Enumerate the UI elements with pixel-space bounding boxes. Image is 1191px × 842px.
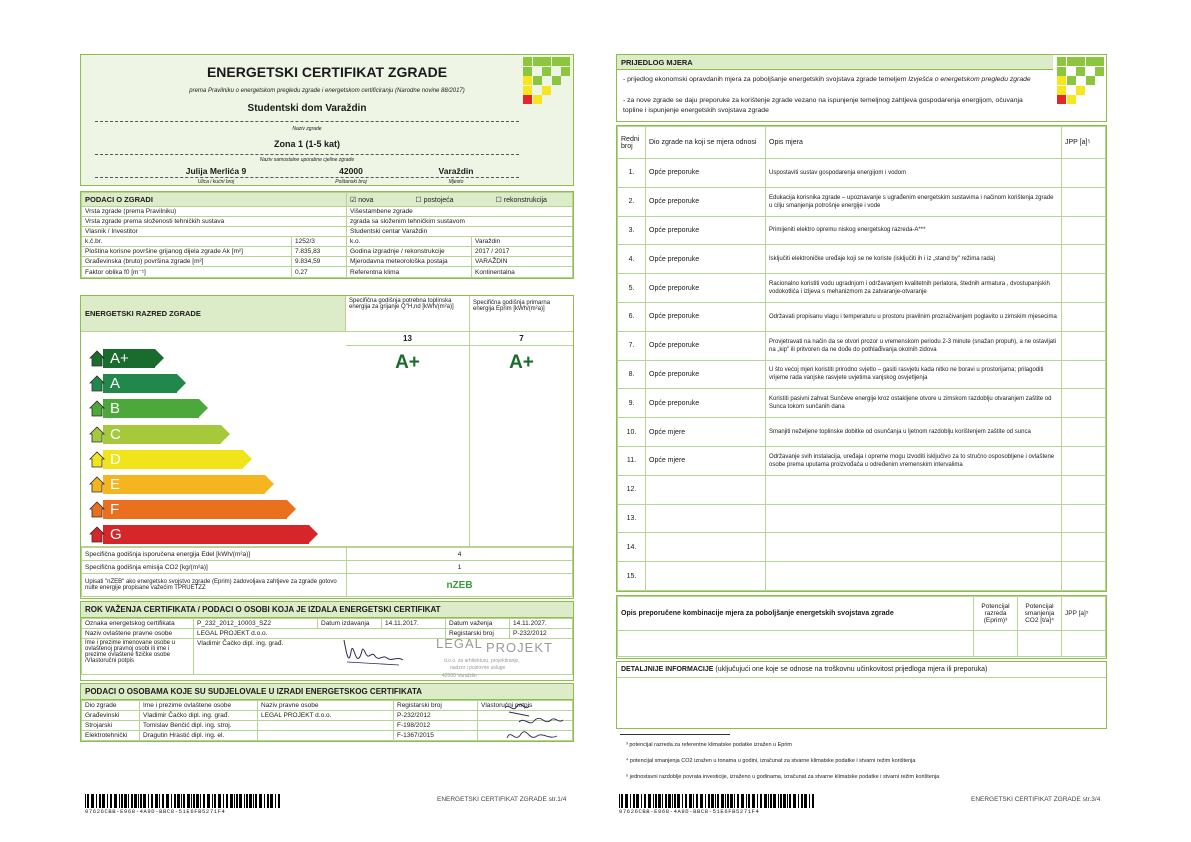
table-row: [618, 418, 1106, 447]
energy-class-label: F: [110, 501, 120, 519]
combination-label: Opis preporučene kombinacije mjera za poboljšanje energetskih svojstava zgrade: [618, 597, 974, 631]
measure-number: 15.: [618, 562, 646, 591]
measure-number: 1.: [618, 159, 646, 188]
company-value: LEGAL PROJEKT d.o.o.: [194, 629, 446, 639]
logo-square: [1057, 86, 1066, 95]
measure-number: 4.: [618, 245, 646, 274]
table-row: [618, 245, 1106, 274]
heating-demand-class: A+: [395, 352, 420, 373]
logo-square: [523, 57, 532, 66]
owner-value: Studentski centar Varaždin: [347, 227, 573, 237]
logo-square: [523, 76, 532, 85]
measure-payback: [1062, 418, 1106, 447]
co2-emission-label: Specifična godišnja emisija CO2 [kg/(m²a)]: [82, 561, 347, 574]
col-number: Redni broj: [618, 127, 646, 159]
company-stamp: LEGAL PROJEKT d.o.o. za arhitekturu, projektiranje, nadzor i poslovne usluge 42000 Varaždin: [436, 636, 553, 679]
barcode-text: 07626CBB-E968-4A9D-BBC8-51E6FB5271F4: [619, 808, 760, 815]
energy-class-arrow: [89, 500, 297, 519]
logo-square: [533, 76, 542, 85]
certificate-subtitle: prema Pravilniku o energetskom pregledu zgrade i energetskom certificiranju (Narodne novine 88/2017): [189, 88, 465, 94]
measure-description: Održavanje svih instalacija, uređaja i opreme mogu izvoditi isključivo za to stručno osposobljene i ovlaštene osobe prema uputama proizvođača u određenim vremenskim intervalima: [766, 446, 1062, 475]
table-row: [618, 274, 1106, 303]
participant-signatures: [499, 698, 569, 748]
postcode-caption: Poštanski broj: [335, 179, 367, 185]
energy-logo-checker: [523, 57, 571, 107]
logo-square: [1076, 57, 1085, 66]
measure-payback: [1062, 187, 1106, 216]
title-box: [80, 54, 574, 186]
logo-square: [1057, 67, 1066, 76]
measure-building-part: [646, 562, 766, 591]
valid-until-label: Datum važenja: [446, 619, 510, 629]
logo-square: [1067, 76, 1076, 85]
detail-info-section: [616, 661, 1107, 729]
year-value: 2017 / 2017: [472, 247, 573, 257]
logo-square: [561, 67, 570, 76]
measure-payback: [1062, 274, 1106, 303]
table-row: [618, 446, 1106, 475]
person-value: Vladimir Čačko dipl. ing. građ.: [197, 640, 284, 647]
building-complexity-label: Vrsta zgrade prema složenosti tehničkih sustava: [82, 217, 347, 227]
col-building-part: Dio zgrade na koji se mjera odnosi: [646, 127, 766, 159]
measure-description: Koristiti pasivni zahvat Sunčeve energije kroz ostakljene otvore u zimskom razdoblju otvaranjem zaštite od Sunca tokom sunčanih dana: [766, 389, 1062, 418]
table-row: Građevinski Vladimir Čačko dipl. ing. građ. LEGAL PROJEKT d.o.o. P-232/2012: [82, 711, 573, 721]
logo-square: [1067, 57, 1076, 66]
table-row: [618, 302, 1106, 331]
measure-number: 6.: [618, 302, 646, 331]
shape-factor-label: Faktor oblika f0 [m⁻¹]: [82, 267, 292, 278]
measure-description: Edukacija korisnika zgrade – upoznavanje s ugrađenim energetskim sustavima i načinom korištenja zgrade u cilju smanjenja potrošnje energije i vode: [766, 187, 1062, 216]
measure-payback: [1062, 245, 1106, 274]
barcode-text: 07626CBB-E968-4A9D-BBC8-51E6FB5271F4: [85, 808, 226, 815]
city: Varaždin: [438, 166, 474, 176]
page-footer: ENERGETSKI CERTIFIKAT ZGRADE str.3/4: [971, 796, 1101, 803]
ko-value: Varaždin: [472, 237, 573, 247]
proposal-header: PRIJEDLOG MJERA: [617, 55, 1053, 70]
delivered-energy-value: 4: [347, 548, 573, 561]
logo-square: [523, 95, 532, 104]
primary-energy-value: 7: [470, 332, 573, 346]
col-person: Ime i prezime ovlaštene osobe: [140, 701, 258, 711]
measure-payback: [1062, 504, 1106, 533]
measure-building-part: Opće preporuke: [646, 302, 766, 331]
measure-building-part: Opće mjere: [646, 418, 766, 447]
col-registry: Registarski broj: [394, 701, 478, 711]
energy-class-label: E: [110, 476, 121, 493]
gross-area-value: 9.834,59: [292, 257, 347, 267]
area-value: 7.835,83: [292, 247, 347, 257]
valid-until-value: 14.11.2027.: [510, 619, 573, 629]
measure-number: 13.: [618, 504, 646, 533]
house-icon: [89, 476, 105, 493]
cert-mark-label: Oznaka energetskog certifikata: [82, 619, 194, 629]
station-value: VARAŽDIN: [472, 257, 573, 267]
building-data-header: PODACI O ZGRADI: [82, 193, 347, 207]
energy-class-label: A+: [110, 350, 129, 367]
co2-emission-value: 1: [347, 561, 573, 574]
certificate-title: ENERGETSKI CERTIFIKAT ZGRADE: [206, 64, 448, 80]
measure-payback: [1062, 302, 1106, 331]
energy-class-label: G: [110, 526, 122, 544]
energy-class-arrow: [89, 349, 165, 368]
persons-header: PODACI O OSOBAMA KOJE SU SUDJELOVALE U IZRADI ENERGETSKOG CERTIFIKATA: [81, 684, 573, 700]
building-data-section: [80, 191, 574, 279]
logo-square: [1095, 57, 1104, 66]
company-label: Naziv ovlaštene pravne osobe: [82, 629, 194, 639]
measure-payback: [1062, 446, 1106, 475]
issuer-signature: [339, 632, 409, 672]
logo-square: [1057, 76, 1066, 85]
measure-description: Primijeniti elektro opremu niskog energetskog razreda-A***: [766, 216, 1062, 245]
measure-description: Provjetravati na način da se otvori prozor u vremenskom periodu 2-3 minute (snažan propuh), a ne ostavljati na „kip" ili pritvoren da ne dođe do pothlađivanja okolnih zidova: [766, 331, 1062, 360]
combo-payback-header: JPP [a]⁵: [1062, 597, 1106, 631]
table-row: [618, 504, 1106, 533]
measure-description: Racionalno koristiti vodu ugradnjom i održavanjem kvalitetnih perlatora, štednih armatura , dvostupanjskih vodokotlića i izljeva s mehanizmom za zatvaranje-otvaranje: [766, 274, 1062, 303]
energy-logo-checker: [1057, 57, 1105, 107]
measure-payback: [1062, 216, 1106, 245]
table-row: [618, 187, 1106, 216]
table-row: [618, 389, 1106, 418]
building-name: Studentski dom Varaždin: [247, 103, 367, 114]
measure-description: [766, 533, 1062, 562]
nzeb-value: nZEB: [347, 574, 573, 597]
logo-square: [1076, 67, 1085, 76]
measure-payback: [1062, 159, 1106, 188]
measure-building-part: Opće preporuke: [646, 216, 766, 245]
logo-square: [523, 86, 532, 95]
measure-description: Smanjiti neželjene toplinske dobitke od osunčanja u ljetnom razdoblju korištenjem zaštite od sunca: [766, 418, 1062, 447]
logo-square: [1057, 57, 1066, 66]
energy-class-arrow: [89, 450, 253, 469]
energy-class-arrow: [89, 525, 319, 544]
proposal-intro-section: [616, 54, 1107, 122]
table-row: Strojarski Tomislav Benčić dipl. ing. stroj. F-198/2012: [82, 721, 573, 731]
measure-description: Isključiti elektroničke uređaje koji se ne koriste (isključiti ih i iz „stand by" režima rada): [766, 245, 1062, 274]
logo-square: [542, 67, 551, 76]
logo-square: [542, 86, 551, 95]
persons-section: [80, 683, 574, 742]
heating-demand-value: 13: [346, 332, 470, 346]
potential-class-header: Potencijal razreda (Eprim)³: [974, 597, 1018, 631]
house-icon: [89, 400, 105, 417]
measure-building-part: [646, 475, 766, 504]
climate-value: Kontinentalna: [472, 267, 573, 278]
energy-class-label: B: [110, 400, 121, 418]
table-row: [618, 360, 1106, 389]
measure-number: 7.: [618, 331, 646, 360]
nzeb-label: Upisati "nZEB" ako energetsko svojstvo zgrade (Eprim) zadovoljava zahtjeve za zgrade gotovo nulte energije propisane važećim TPRUETZZ: [82, 574, 347, 597]
energy-class-header: ENERGETSKI RAZRED ZGRADE: [85, 309, 201, 318]
measure-building-part: Opće preporuke: [646, 274, 766, 303]
table-row: [618, 331, 1106, 360]
table-row: [618, 159, 1106, 188]
energy-class-arrow: [89, 374, 187, 393]
measure-description: U što većoj mjeri koristiti prirodno svjetlo – gasiti rasvjetu kada nitko ne boravi u prostorijama; prilagoditi vrijeme rada vanjske rasvjete uvjetima vanjskog osvjetljenja: [766, 360, 1062, 389]
house-icon: [89, 501, 105, 518]
validity-header: ROK VAŽENJA CERTIFIKATA / PODACI O OSOBI KOJA JE IZDALA ENERGETSKI CERTIFIKAT: [81, 602, 573, 618]
building-type-value: Višestambene zgrade: [347, 207, 573, 217]
col-part: Dio zgrade: [82, 701, 140, 711]
registry-value: P-232/2012: [510, 629, 573, 639]
measure-description: [766, 475, 1062, 504]
table-row: [618, 533, 1106, 562]
station-label: Mjerodavna meteorološka postaja: [347, 257, 472, 267]
building-type-label: Vrsta zgrade (prema Pravilniku): [82, 207, 347, 217]
logo-square: [552, 76, 561, 85]
owner-label: Vlasnik / Investitor: [82, 227, 347, 237]
house-icon: [89, 451, 105, 468]
detail-info-header: DETALJNIJE INFORMACIJE (uključujući one koje se odnose na troškovnu učinkovitost prijedloga mjera ili preporuka): [617, 662, 1106, 678]
street-caption: Ulica i kućni broj: [197, 179, 235, 185]
measure-number: 9.: [618, 389, 646, 418]
heating-demand-header: Specifična godišnja potrebna toplinska energija za grijanje Q''H,nd [kWh/(m²a)]: [346, 296, 470, 332]
gross-area-label: Građevinska (bruto) površina zgrade [m²]: [82, 257, 292, 267]
proposal-line-1: - prijedlog ekonomski opravdanih mjera za poboljšanje energetskih svojstava zgrade temeljem Izvješća o energetskom pregledu zgrade: [623, 76, 1031, 83]
potential-co2-header: Potencijal smanjenja CO2 [t/a]⁴: [1018, 597, 1062, 631]
issued-label: Datum izdavanja: [318, 619, 382, 629]
city-caption: Mjesto: [448, 179, 464, 185]
measure-number: 14.: [618, 533, 646, 562]
delivered-energy-label: Specifična godišnja isporučena energija Edel [kWh/(m²a)]: [82, 548, 347, 561]
logo-square: [1076, 86, 1085, 95]
measure-building-part: Opće preporuke: [646, 245, 766, 274]
primary-energy-class: A+: [509, 352, 534, 373]
measure-number: 10.: [618, 418, 646, 447]
measure-payback: [1062, 475, 1106, 504]
energy-class-arrow: [89, 425, 231, 444]
building-complexity-value: zgrada sa složenim tehničkim sustavom: [347, 217, 573, 227]
table-row: [618, 562, 1106, 591]
measure-description: [766, 562, 1062, 591]
measure-building-part: Opće preporuke: [646, 159, 766, 188]
measure-payback: [1062, 562, 1106, 591]
validity-section: [80, 601, 574, 681]
logo-square: [1095, 67, 1104, 76]
table-row: Elektrotehnički Dragutin Hrastić dipl. ing. el. F-1367/2015: [82, 731, 573, 741]
measure-description: Održavati propisanu vlagu i temperaturu u prostoru pravilnim prozračivanjem poglavito u zimskim mjesecima: [766, 302, 1062, 331]
building-name-caption: Naziv zgrade: [292, 126, 322, 132]
issued-value: 14.11.2017.: [382, 619, 446, 629]
measure-number: 8.: [618, 360, 646, 389]
logo-square: [533, 57, 542, 66]
person-label: Ime i prezime imenovane osobe u ovlaštenoj pravnoj osobi ili ime i prezime ovlaštene fizičke osobe /Vlastoručni potpis: [82, 639, 194, 675]
house-icon: [89, 350, 105, 367]
measures-table-section: [616, 125, 1107, 592]
measure-building-part: Opće mjere: [646, 446, 766, 475]
measure-number: 5.: [618, 274, 646, 303]
footnote-4: ⁴ potencijal smanjenja CO2 izražen u tonama u godini, izračunat za stvarne klimatske podatke i stvarni režim korištenja: [626, 758, 916, 764]
footnote-5: ⁵ jednostavni razdoblje povrata investicije, izraženo u godinama, izračunat za stvarne klimatske podatke i stvarni režim korištenja: [626, 774, 940, 780]
cert-mark-value: P_232_2012_10003_SZ2: [194, 619, 318, 629]
measure-building-part: [646, 504, 766, 533]
measure-number: 12.: [618, 475, 646, 504]
measure-description: Uspostaviti sustav gospodarenja energijom i vodom: [766, 159, 1062, 188]
building-status-options: ☑ nova ☐ postojeća ☐ rekonstrukcija: [347, 193, 573, 207]
measure-number: 11.: [618, 446, 646, 475]
energy-class-label: D: [110, 450, 121, 468]
building-name-line: [95, 103, 519, 114]
measure-description: [766, 504, 1062, 533]
combination-section: [616, 595, 1107, 659]
col-company: Naziv pravne osobe: [258, 701, 394, 711]
table-row: [618, 216, 1106, 245]
logo-square: [561, 57, 570, 66]
house-icon: [89, 426, 105, 443]
col-payback: JPP [a]⁵: [1062, 127, 1106, 159]
measure-building-part: Opće preporuke: [646, 389, 766, 418]
logo-square: [552, 57, 561, 66]
postcode: 42000: [339, 166, 363, 176]
proposal-line-2: - za nove zgrade se daju preporuke za korištenje zgrade vezano na ispunjenje temeljnog zahtjeva gospodarenja energijom, očuvanja topline i ispunjenje energetskih svojstava zgrade: [623, 97, 1023, 114]
logo-square: [533, 95, 542, 104]
climate-label: Referentna klima: [347, 267, 472, 278]
primary-energy-header: Specifična godišnja primarna energija Eprim [kWh/(m²a)]: [470, 296, 573, 332]
measure-payback: [1062, 331, 1106, 360]
measure-number: 3.: [618, 216, 646, 245]
measure-payback: [1062, 389, 1106, 418]
year-label: Godina izgradnje / rekonstrukcije: [347, 247, 472, 257]
energy-class-scale: [89, 346, 344, 546]
col-signature: Vlastoručni potpis: [478, 701, 573, 711]
energy-class-section: [80, 295, 574, 599]
page-footer: ENERGETSKI CERTIFIKAT ZGRADE str.1/4: [437, 796, 567, 803]
measure-building-part: Opće preporuke: [646, 331, 766, 360]
ko-label: k.o.: [347, 237, 472, 247]
measure-payback: [1062, 360, 1106, 389]
energy-class-label: A: [110, 375, 121, 393]
shape-factor-value: 0,27: [292, 267, 347, 278]
measure-number: 2.: [618, 187, 646, 216]
table-row: [618, 475, 1106, 504]
footnote-3: ³ potencijal razreda za referentne klimatske podatke izražen u Eprim: [626, 742, 792, 748]
street: Julija Merlića 9: [185, 166, 247, 176]
energy-class-label: C: [110, 425, 121, 443]
house-icon: [89, 375, 105, 392]
logo-square: [523, 67, 532, 76]
zone-caption: Naziv samostalne uporabne cjeline zgrade: [259, 157, 355, 163]
measure-payback: [1062, 533, 1106, 562]
area-label: Ploština korisne površine grijanog dijela zgrade Ak [m²]: [82, 247, 292, 257]
kc-value: 1252/3: [292, 237, 347, 247]
logo-square: [1067, 95, 1076, 104]
registry-label: Registarski broj: [446, 629, 510, 639]
logo-square: [1057, 95, 1066, 104]
logo-square: [1086, 76, 1095, 85]
zone-name: Zona 1 (1-5 kat): [273, 139, 340, 149]
measure-building-part: Opće preporuke: [646, 360, 766, 389]
logo-square: [1086, 57, 1095, 66]
house-icon: [89, 526, 105, 543]
kc-label: k.č.br.: [82, 237, 292, 247]
energy-class-arrow: [89, 475, 275, 494]
measure-building-part: Opće preporuke: [646, 187, 766, 216]
logo-square: [542, 57, 551, 66]
energy-class-arrow: [89, 399, 209, 418]
col-description: Opis mjera: [766, 127, 1062, 159]
measure-building-part: [646, 533, 766, 562]
